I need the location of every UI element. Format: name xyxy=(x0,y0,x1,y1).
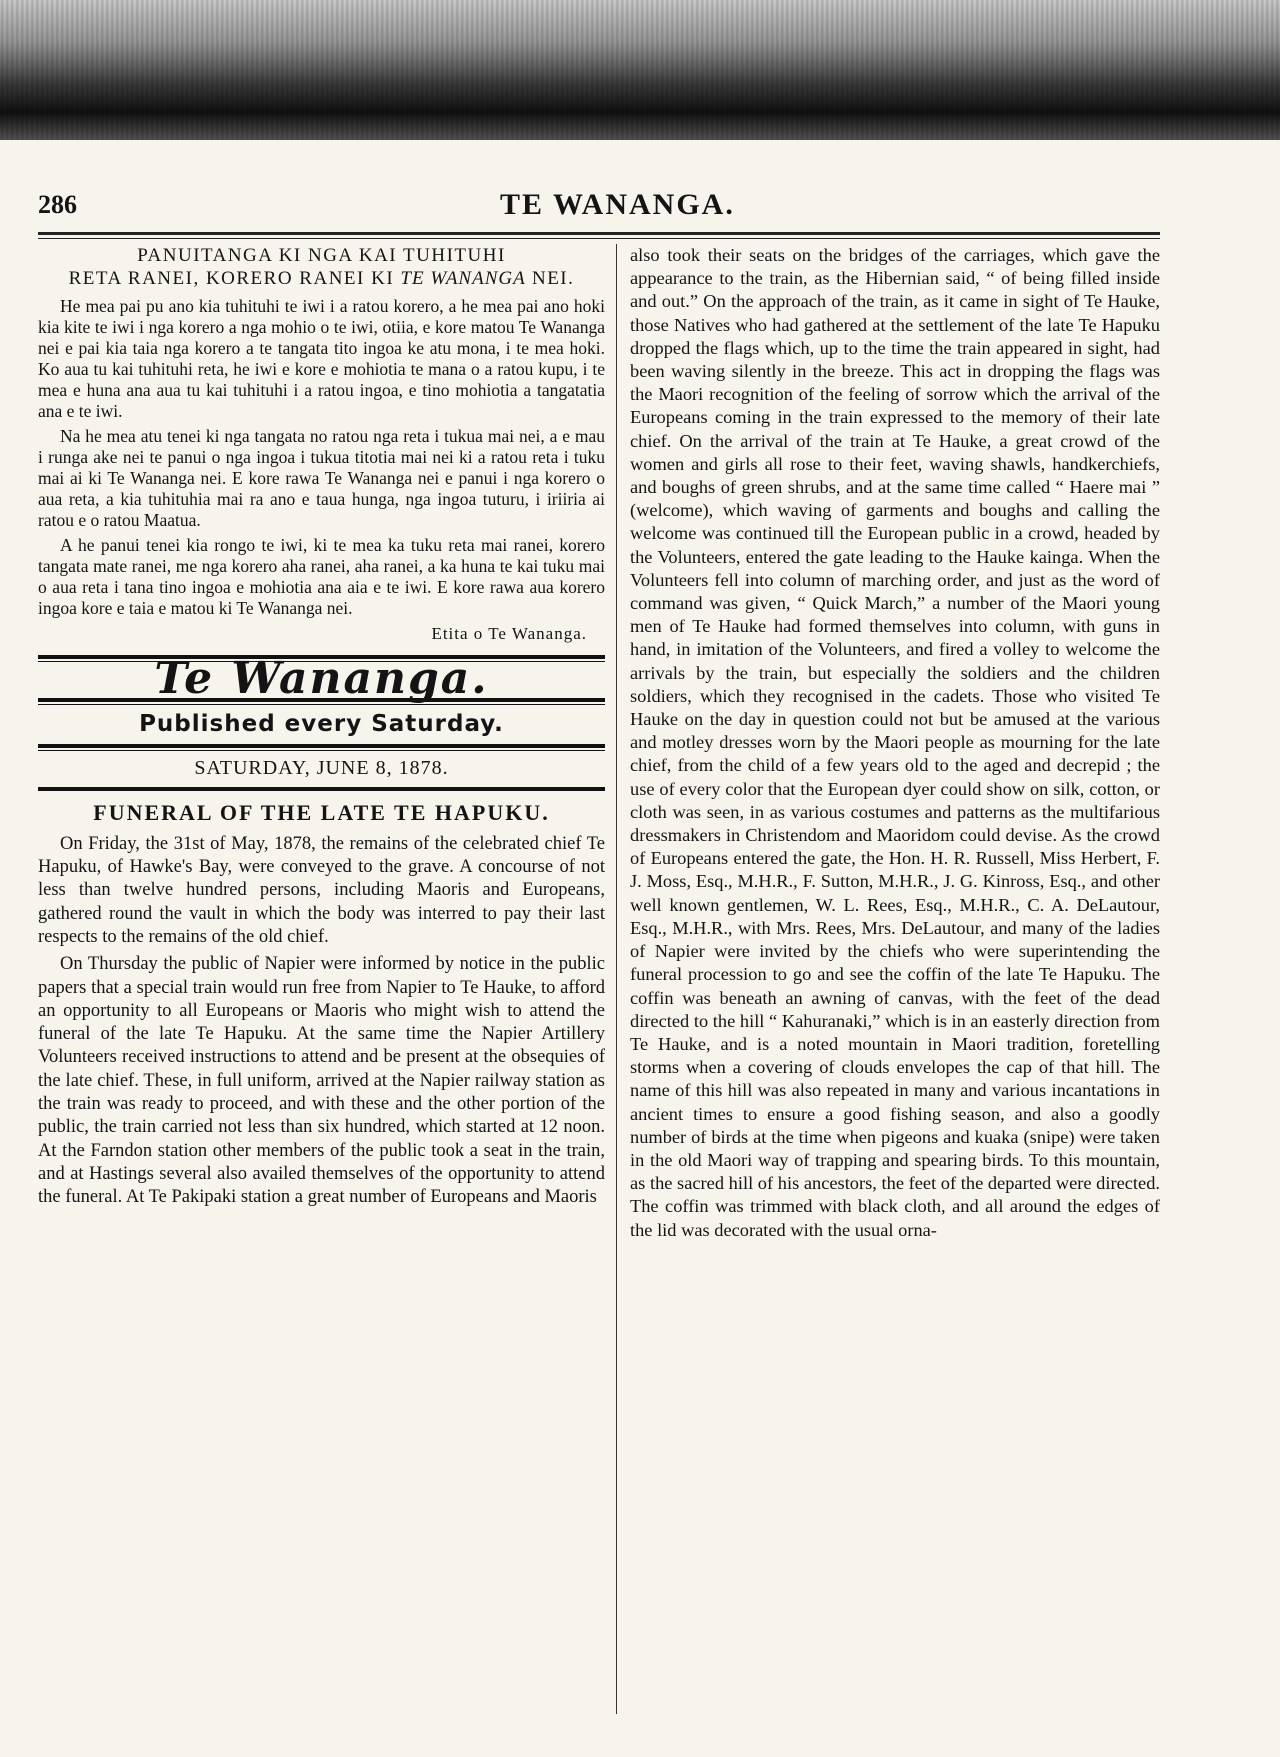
notice-paragraph: He mea pai pu ano kia tuhituhi te iwi i a ratou korero, a he mea pai ano hoki kia kite te iwi i nga korero a nga mohio o te iwi, otiia, e kore matou Te Wananga nei e pai kia taia nga korero a te tangata tito ingoa ke atu mona, i te mea hoki. Ko aua tu kai tuhituhi reta, he iwi e kore e mohiotia te mana o a ratou kupu, i te mea e huna ana aua tu kai tuhituhi i a ratou ingoa, e tino mohiotia a tangatatia ana e te iwi. xyxy=(38,296,605,421)
article-paragraph: On Thursday the public of Napier were informed by notice in the public papers that a special train would run free from Napier to Te Hauke, to afford an opportunity to all Europeans or Maoris who might wish to attend the funeral of the late Te Hapuku. At the same time the Napier Artillery Volunteers received instructions to attend and be present at the obsequies of the late chief. These, in full uniform, arrived at the Napier railway station as the train was ready to proceed, and with these and the other portion of the public, the train carried not less than six hundred, which started at 12 noon. At the Farndon station other members of the public took a seat in the train, and at Hastings several also availed themselves of the opportunity to attend the funeral. At Te Pakipaki station a great number of Europeans and Maoris xyxy=(38,954,605,1208)
article-heading: FUNERAL OF THE LATE TE HAPUKU. xyxy=(93,799,550,825)
rule-thin xyxy=(38,750,605,751)
notice-paragraph: A he panui tenei kia rongo te iwi, ki te mea ka tuku reta mai ranei, korero tangata mate ranei, me nga korero aha ranei, aha ranei, a ka huna te kai tuku mai o aua reta i tana tino ingoa e mohiotia ana aia e te iwi. E kore rawa aua korero ingoa kore e taia e matou ki Te Wananga nei. xyxy=(38,535,605,618)
notice-title-end: NEI. xyxy=(531,268,575,289)
notice-title xyxy=(38,244,605,290)
left-column xyxy=(38,244,605,1214)
dateline: SATURDAY, JUNE 8, 1878. xyxy=(194,756,449,779)
scan-edge-band xyxy=(0,0,1280,140)
masthead-title: Te Wananga. xyxy=(154,653,489,705)
notice-signature: Etita o Te Wananga. xyxy=(431,624,587,643)
running-title: TE WANANGA. xyxy=(500,188,735,221)
notice-title-line1: PANUITANGA KI NGA KAI TUHITUHI xyxy=(137,245,506,266)
notice-title-line2: RETA RANEI, KORERO RANEI KI xyxy=(68,268,395,289)
rule-thin xyxy=(38,704,605,705)
rule-thick xyxy=(38,787,605,791)
article-continuation: also took their seats on the bridges of the carriages, which gave the appearance to the train, as the Hibernian said, “ of being filled inside and out.” On the approach of the train, as it came in sight of Te Hauke, those Natives who had gathered at the settlement of the late Te Hapuku dropped the flags which, up to the time the train appeared in sight, had been waving silently in the breeze. This act in dropping the flags was the Maori recognition of the feeling of sorrow which the arrival of the Europeans coming in the train expressed to the memory of their late chief. On the arrival of the train at Te Hauke, a great crowd of the women and girls all rose to their feet, waving shawls, handkerchiefs, and boughs of green shrubs, and at the same time called “ Haere mai ” (welcome), which waving of garments and boughs and calling the welcome was continued till the European public in a crowd, headed by the Volunteers, entered the gate leading to the Hauke kainga. When the Volunteers fell into column of marching order, and just as the word of command was given, “ Quick March,” a number of the Maori young men of Te Hauke had formed themselves into column, with guns in hand, in imitation of the Volunteers, and fired a volley to welcome the arrivals by the train, but especially the soldiers and the children soldiers, which they recognised in the cadets. Those who visited Te Hauke on the day in question could not but be amused at the various and motley dresses worn by the Maori people as mourning for the late chief, from the child of a few years old to the aged and decrepid ; the use of every color that the European dyer could show on silk, cotton, or cloth was seen, in as various costumes and patterns as the multifarious dressmakers in Christendom and Maoridom could devise. As the crowd of Europeans entered the gate, the Hon. H. R. Russell, Miss Herbert, F. J. Moss, Esq., M.H.R., F. Sutton, M.H.R., J. G. Kinross, Esq., and other well known gentlemen, W. L. Rees, Esq., M.H.R., C. A. DeLautour, Esq., M.H.R., with Mrs. Rees, Mrs. DeLautour, and many of the ladies of Napier were invited by the chiefs who were superintending the funeral procession to go and see the coffin of the late Te Hapuku. The coffin was beneath an awning of canvas, with the feet of the dead directed to the hill “ Kahuranaki,” which is in an easterly direction from Te Hauke, and is a noted mountain in Maori tradition, foretelling storms when a covering of clouds envelopes the cap of that hill. The name of this hill was also repeated in many and various incantations in ancient times to ensure a good fishing season, and also a goodly number of birds at the time when pigeons and kuaka (snipe) were taken in the old Maori way of trapping and spearing birds. To this mountain, as the sacred hill of his ancestors, the feet of the departed were directed. The coffin was trimmed with black cloth, and all around the edges of the lid was decorated with the usual orna- xyxy=(630,245,1160,1240)
published-line: Published every Saturday. xyxy=(139,711,504,738)
rule-thick xyxy=(38,744,605,748)
notice-title-italic: TE WANANGA xyxy=(400,268,526,289)
column-divider xyxy=(616,244,617,1714)
notice-paragraph: Na he mea atu tenei ki nga tangata no ratou nga reta i tukua mai nei, a e mau i runga ake nei te panui o nga ingoa i tukua titotia mai nei ki a ratou reta i tuku mai ai ki Te Wananga nei. E kore rawa Te Wananga nei e panui i nga korero o aua reta, a kia tuhituhia mai ra ano e taua hunga, nga ingoa tuturu, i iriiria ai ratou e o ratou Maatua. xyxy=(38,426,605,530)
right-column xyxy=(630,244,1160,1246)
article-body xyxy=(38,833,605,1210)
article-paragraph: On Friday, the 31st of May, 1878, the remains of the celebrated chief Te Hapuku, of Hawke's Bay, were conveyed to the grave. A concourse of not less than twelve hundred persons, including Maoris and Europeans, gathered round the vault in which the body was interred to pay their last respects to the remains of the old chief. xyxy=(38,833,605,947)
page-number: 286 xyxy=(38,190,77,219)
notice-body xyxy=(38,296,605,619)
header-rule xyxy=(38,232,1160,239)
